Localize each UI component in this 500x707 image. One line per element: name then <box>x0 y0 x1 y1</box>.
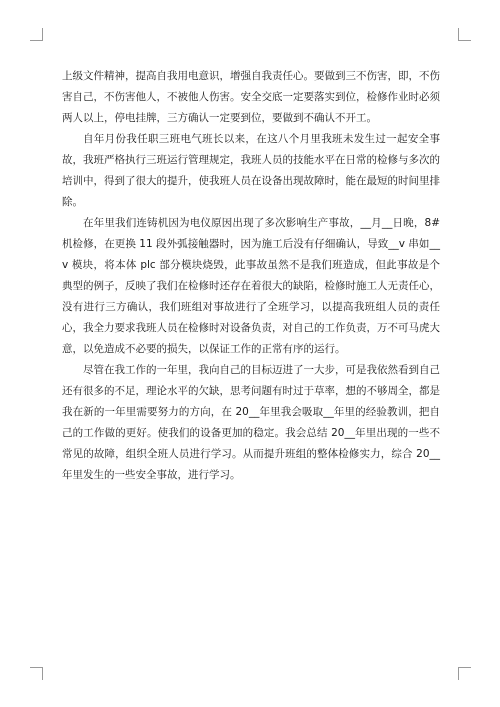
page-corner-mark-bottom-right <box>458 667 471 680</box>
page-corner-mark-bottom-left <box>30 667 43 680</box>
page-corner-mark-top-right <box>458 28 471 41</box>
page-corner-mark-top-left <box>30 28 43 41</box>
paragraph-self-assessment: 尽管在我工作的一年里，我向自己的目标迈进了一大步，可是我依然看到自己还有很多的不足，理论水平的欠缺，思考问题有时过于草率，想的不够周全，都是我在新的一年里需要努力的方向，在 20__年里我会吸取__年里的经验教训，把自己的工作做的更好。使我们的设备更加的稳定。我会总结 20__年里出现的一些不常见的故障，组织全班人员进行学习。从而提升班组的整体检修实力，综合 20__年里发生的一些安全事故，进行学习。 <box>62 364 440 481</box>
paragraph-caster-incident: 在年里我们连铸机因为电仪原因出现了多次影响生产事故，__月__日晚，8#机检修，在更换 11 段外弧接触器时，因为施工后没有仔细确认，导致__v 串如__v 模块，将本体 plc 部分模块烧毁，此事故虽然不是我们班造成，但此事故是个典型的例子，反映了我们在检修时还存在着很大的缺陷，检修时施工人无责任心，没有进行三方确认，我们班组对事故进行了全班学习，以提高我班组人员的责任心，我全力要求我班人员在检修时对设备负责，对自己的工作负责，万不可马虎大意，以免造成不必要的损失，以保证工作的正常有序的运行。 <box>62 217 440 355</box>
paragraph-team-leader-record: 自年月份我任职三班电气班长以来，在这八个月里我班未发生过一起安全事故，我班严格执行三班运行管理规定，我班人员的技能水平在日常的检修与多次的培训中，得到了很大的提升，使我班人员在设备出现故障时，能在最短的时间里排除。 <box>62 133 440 208</box>
paragraph-safety-awareness: 上级文件精神，提高自我用电意识，增强自我责任心。要做到三不伤害，即，不伤害自己，不伤害他人，不被他人伤害。安全交底一定要落实到位，检修作业时必须两人以上，停电挂牌，三方确认一定要到位，要做到不确认不开工。 <box>62 70 440 124</box>
document-body <box>62 66 440 486</box>
